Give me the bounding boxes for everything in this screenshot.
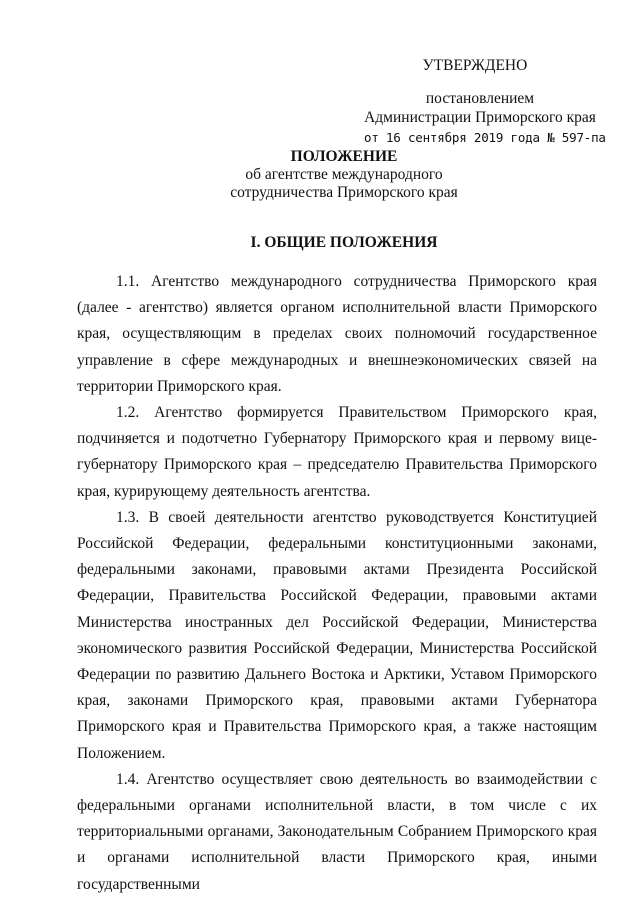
approval-date-stamp: от 16 сентября 2019 года № 597-па — [364, 130, 606, 145]
section-heading: I. ОБЩИЕ ПОЛОЖЕНИЯ — [250, 234, 438, 251]
document-subtitle-line-2: сотрудничества Приморского края — [230, 184, 458, 201]
section-body — [77, 269, 597, 898]
approval-line-administration: Администрации Приморского края — [364, 109, 596, 126]
paragraph-1-3: 1.3. В своей деятельности агентство руководствуется Конституцией Российской Федерации, федеральными конституционными законами, федеральными законами, правовыми актами Президента Российской Федерации, Правительства Российской Федерации, правовыми актами Министерства иностранных дел Российской Федерации, Министерства экономического развития Российской Федерации, Министерства Российской Федерации по развитию Дальнего Востока и Арктики, Уставом Приморского края, законами Приморского края, правовыми актами Губернатора Приморского края и Правительства Приморского края, а также настоящим Положением. — [77, 508, 597, 762]
document-title: ПОЛОЖЕНИЕ — [290, 148, 398, 165]
document-subtitle-line-1: об агентстве международного — [245, 166, 443, 183]
approval-line-decree: постановлением — [425, 90, 535, 107]
paragraph-1-2: 1.2. Агентство формируется Правительством Приморского края, подчиняется и подотчетно Губернатору Приморского края и первому вице-губернатору Приморского края – председателю Правительства Приморского края, курирующему деятельность агентства. — [77, 404, 597, 500]
approval-block — [360, 56, 606, 147]
paragraph-1-1: 1.1. Агентство международного сотрудничества Приморского края (далее - агентство) является органом исполнительной власти Приморского края, осуществляющим в пределах своих полномочий государственное управление в сфере международных и внешнеэкономических связей на территории Приморского края. — [77, 273, 597, 395]
paragraph-1-4: 1.4. Агентство осуществляет свою деятельность во взаимодействии с федеральными органами исполнительной власти, в том числе с их территориальными органами, Законодательным Собранием Приморского края и органами исполнительной власти Приморского края, иными государственными — [77, 770, 597, 893]
document-title-block — [0, 148, 640, 202]
approval-title: УТВЕРЖДЕНО — [422, 57, 528, 74]
